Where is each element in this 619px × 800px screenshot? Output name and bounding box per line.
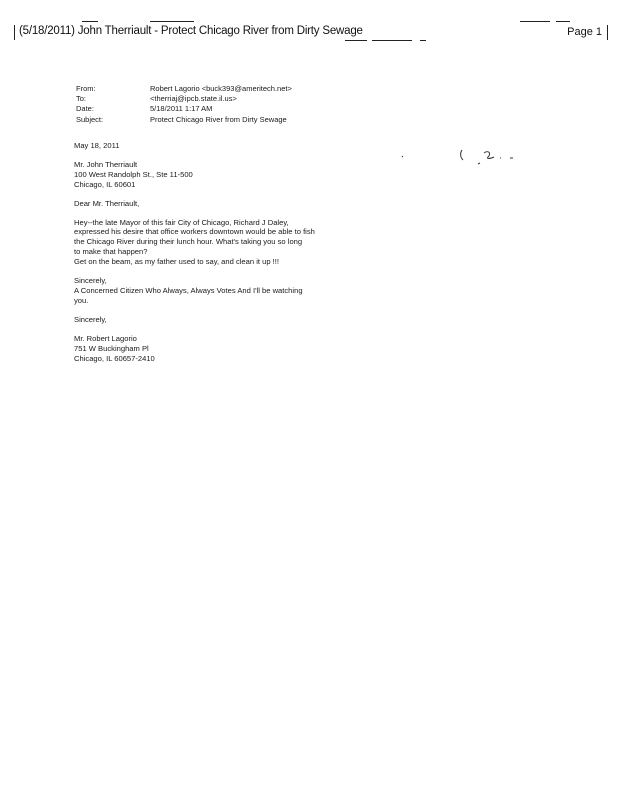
- header-underline: [345, 40, 367, 41]
- body-line: the Chicago River during their lunch hour. What's taking you so long: [74, 237, 303, 247]
- closing-signature-line: A Concerned Citizen Who Always, Always Votes And I'll be watching: [74, 285, 303, 295]
- body-line: expressed his desire that office workers downtown would be able to fish: [74, 227, 315, 237]
- body-line: Hey--the late Mayor of this fair City of Chicago, Richard J Daley,: [74, 217, 289, 227]
- handwritten-mark: [400, 144, 520, 174]
- header-underline: [420, 40, 426, 41]
- closing-signature-line: you.: [74, 295, 89, 305]
- sender-city: Chicago, IL 60657-2410: [74, 353, 155, 363]
- date-label: Date:: [76, 104, 94, 114]
- subject-value: Protect Chicago River from Dirty Sewage: [150, 114, 287, 124]
- subject-row: [76, 115, 292, 125]
- recipient-name: Mr. John Therriault: [74, 159, 138, 169]
- header-right-border: [607, 25, 608, 40]
- recipient-city: Chicago, IL 60601: [74, 179, 136, 189]
- to-label: To:: [76, 94, 87, 104]
- body-line: to make that happen?: [74, 247, 148, 257]
- closing-sincerely: Sincerely,: [74, 314, 107, 324]
- header-underline: [372, 40, 412, 41]
- letter-body: [74, 141, 374, 363]
- page-header: [14, 24, 608, 42]
- header-left-border: [14, 25, 15, 40]
- header-title: (5/18/2011) John Therriault - Protect Chicago River from Dirty Sewage: [19, 25, 363, 37]
- from-row: [76, 84, 292, 94]
- to-value: <therriaj@ipcb.state.il.us>: [150, 94, 237, 104]
- date-value: 5/18/2011 1:17 AM: [150, 104, 213, 114]
- from-label: From:: [76, 84, 96, 93]
- header-overline: [520, 21, 550, 22]
- from-value: Robert Lagorio <buck393@ameritech.net>: [150, 84, 292, 93]
- header-overline: [82, 21, 98, 22]
- salutation: Dear Mr. Therriault,: [74, 198, 140, 208]
- header-overline: [150, 21, 194, 22]
- recipient-street: 100 West Randolph St., Ste 11-500: [74, 169, 193, 179]
- sender-street: 751 W Buckingham Pl: [74, 343, 149, 353]
- to-row: [76, 94, 292, 104]
- subject-label: Subject:: [76, 114, 104, 124]
- sender-name: Mr. Robert Lagorio: [74, 333, 137, 343]
- header-overline: [556, 21, 570, 22]
- body-line: Get on the beam, as my father used to say, and clean it up !!!: [74, 257, 280, 267]
- closing-sincerely: Sincerely,: [74, 276, 107, 286]
- date-row: [76, 104, 292, 114]
- page-number: Page 1: [567, 26, 602, 38]
- letter-date: May 18, 2011: [74, 141, 120, 150]
- email-header: [76, 84, 292, 125]
